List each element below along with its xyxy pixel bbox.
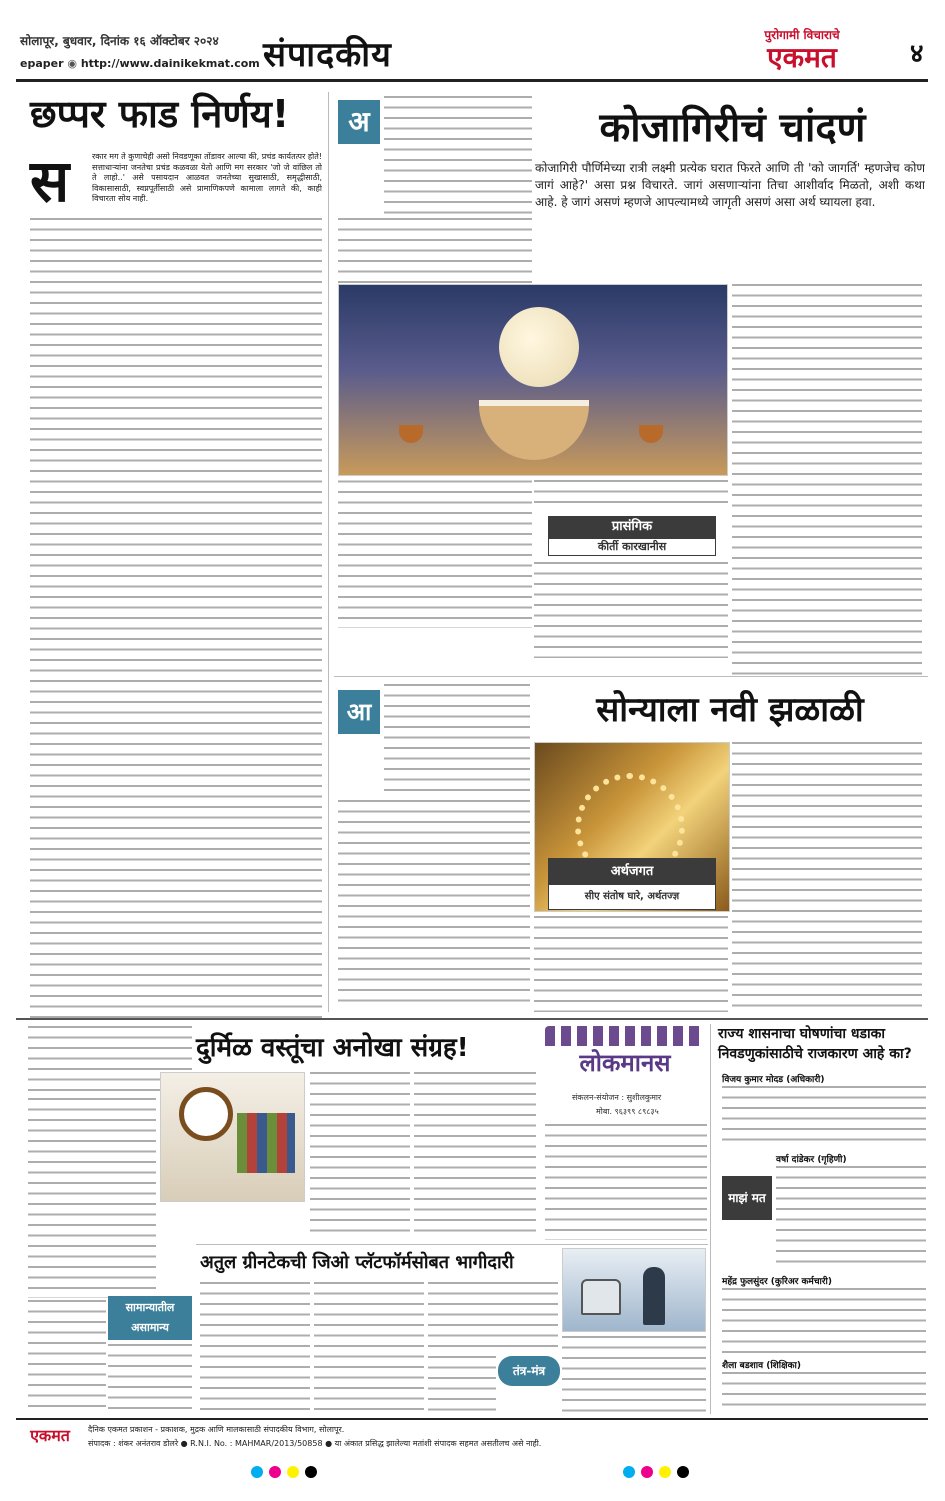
- gold-col3: [534, 916, 728, 1012]
- people-icon: [545, 1026, 705, 1046]
- reg-dot-black: [305, 1466, 317, 1478]
- samanya-antiques-photo: [160, 1072, 305, 1202]
- moon-shape: [499, 307, 579, 387]
- tech-vehicles-photo: [562, 1248, 706, 1332]
- brand-name: एकमत: [767, 41, 837, 74]
- gold-col1-top: [384, 684, 530, 796]
- samanya-col1c: [108, 1344, 192, 1410]
- kojagiri-col2: [534, 480, 728, 510]
- footer-logo: [20, 1424, 80, 1446]
- tech-col3b: [428, 1356, 496, 1412]
- samanya-col1: [28, 1098, 156, 1298]
- dateline: सोलापूर, बुधवार, दिनांक १६ ऑक्टोबर २०२४: [20, 34, 219, 48]
- website-link[interactable]: http://www.dainikekmat.com: [80, 57, 260, 70]
- footer-rule: [16, 1418, 928, 1420]
- lokmanas-mobile: मोबा. ९६३९९ ८९८३५: [596, 1107, 659, 1116]
- samanya-col2: [310, 1072, 410, 1240]
- samanya-badge: सामान्यातील असामान्य: [108, 1296, 192, 1340]
- clock-shape: [179, 1087, 233, 1141]
- masthead: [0, 0, 945, 80]
- samanya-col3: [414, 1072, 536, 1240]
- majhamat-entry-3-text: [722, 1288, 926, 1354]
- books-shape: [237, 1113, 295, 1173]
- section-title: संपादकीय: [263, 35, 392, 75]
- kojagiri-dropcap: अ: [338, 100, 380, 144]
- majhamat-entry-2: वर्षा दांडेकर (गृहिणी): [776, 1155, 847, 1165]
- tech-title: अतुल ग्रीनटेकची जिओ प्लॅटफॉर्मसोबत भागीदारी: [200, 1252, 514, 1273]
- samanya-col1b: [28, 1300, 106, 1410]
- majhamat-entry-3: महेंद्र फुलसुंदर (कुरिअर कर्मचारी): [722, 1277, 832, 1287]
- bowl-shape: [479, 400, 589, 460]
- reg-dot-cyan: [251, 1466, 263, 1478]
- lokmanas-logo: लोकमानस: [579, 1049, 671, 1077]
- majhamat-entry-4: शैला बडशाव (शिक्षिका): [722, 1361, 801, 1371]
- kojagiri-col1-top: [384, 96, 532, 214]
- samanya-title: दुर्मिळ वस्तूंचा अनोखा संग्रह!: [196, 1033, 469, 1063]
- reg-dot-black-2: [677, 1466, 689, 1478]
- reg-dot-yellow: [287, 1466, 299, 1478]
- kojagiri-column-badge: [548, 516, 716, 556]
- footer-brand: एकमत: [30, 1426, 70, 1445]
- kojagiri-column-label: प्रासंगिक: [611, 519, 653, 534]
- majhamat-entry-2-text: [776, 1166, 926, 1270]
- gold-title: सोन्याला नवी झळाळी: [596, 690, 864, 730]
- kojagiri-lead: कोजागिरी पौर्णिमेच्या रात्री लक्ष्मी प्रत्येक घरात फिरते आणि ती 'को जागर्ति' म्हणजेच कोण जागं आहे?' असा प्रश्न विचारते. जागं असणाऱ्यांना तिचा आशीर्वाद मिळतो, अशी कथा आहे. हे जागं असणं म्हणजे आपल्यामध्ये जागृती असणं असा अर्थ घ्यायला हवा.: [535, 161, 925, 209]
- masthead-rule: [16, 79, 928, 82]
- editorial-body: [30, 218, 322, 1018]
- brand-logo: [707, 26, 897, 76]
- section-divider-1: [334, 676, 928, 677]
- gold-column-badge: [548, 858, 716, 910]
- reg-dot-cyan-2: [623, 1466, 635, 1478]
- reg-dot-yellow-2: [659, 1466, 671, 1478]
- kojagiri-moon-photo: [338, 284, 728, 476]
- gold-column-label: अर्थजगत: [549, 859, 715, 885]
- editorial-title: छप्पर फाड निर्णय!: [30, 92, 290, 136]
- tech-col4: [562, 1336, 706, 1412]
- tech-badge: तंत्र-मंत्र: [498, 1356, 560, 1386]
- kojagiri-title: कोजागिरीचं चांदणं: [599, 105, 866, 151]
- tech-col1: [200, 1282, 310, 1412]
- gold-author: सीए संतोष घारे, अर्थतज्ज्ञ: [584, 891, 680, 902]
- footer-line-1: दैनिक एकमत प्रकाशन - प्रकाशक, मुद्रक आणि मालकासाठी संपादकीय विभाग, सोलापूर.: [88, 1425, 345, 1434]
- epaper-url[interactable]: [20, 57, 260, 70]
- gold-dropcap: आ: [338, 690, 380, 734]
- registration-marks: [120, 1466, 820, 1480]
- reg-dot-magenta: [269, 1466, 281, 1478]
- majhamat-entry-4-text: [722, 1372, 926, 1412]
- tech-top-rule: [196, 1244, 708, 1245]
- lamp-left: [399, 425, 423, 443]
- vehicle-shape: [581, 1279, 621, 1315]
- majhamat-entry-1: विजय कुमार मोदड (अधिकारी): [722, 1075, 825, 1085]
- lokmanas-col: [545, 1124, 707, 1240]
- tech-col2: [314, 1282, 424, 1412]
- kojagiri-col3: [534, 562, 728, 658]
- lokmanas-compiler: संकलन-संयोजन : सुशीलकुमार: [572, 1093, 662, 1102]
- tech-col3: [428, 1282, 558, 1354]
- brand-tagline: पुरोगामी विचाराचे: [764, 28, 840, 42]
- epaper-label: epaper: [20, 57, 64, 70]
- footer-line-2: संपादक : शंकर अनंतराव डोलरे ● R.N.I. No. : MAHMAR/2013/50858 ● या अंकात प्रसिद्ध झालेल्या मतांशी संपादक सहमत असतीलच असे नाही.: [88, 1439, 542, 1448]
- editorial-lead: रकार मग ते कुणाचेही असो निवडणूका तोंडावर आल्या की, प्रचंड कार्यतत्पर होते! सत्ताधाऱ्यांना जनतेचा प्रचंड कळवळा येतो आणि मग सरकार 'जो जे वांछिल तो ते लाहो..' असे पसायदान आळवत जनतेच्या सुखासाठी, समृद्धीसाठी, विकासासाठी, स्वप्नपूर्तीसाठी असे प्रामाणिकपणे कामाला लागते की, काही विचारता सोय नाही.: [92, 152, 322, 203]
- kojagiri-author: कीर्ती कारखानीस: [548, 538, 716, 556]
- kojagiri-col2-top: [732, 284, 922, 679]
- person-shape: [643, 1267, 665, 1325]
- majhamat-title: राज्य शासनाचा घोषणांचा धडाका निवडणुकांसाठीचे राजकारण आहे का?: [718, 1026, 912, 1062]
- majhamat-entry-1-text: [722, 1086, 926, 1148]
- gold-col1: [338, 800, 530, 1010]
- gold-col4: [732, 742, 922, 1012]
- lokmanas-divider: [710, 1024, 711, 1414]
- lamp-right: [639, 425, 663, 443]
- section-divider-2: [16, 1018, 928, 1020]
- lokmanas-logo-block: [545, 1026, 705, 1082]
- majhamat-badge: माझं मत: [722, 1176, 772, 1220]
- reg-dot-magenta-2: [641, 1466, 653, 1478]
- page-number: ४: [910, 39, 924, 69]
- globe-icon: ◉: [67, 57, 77, 70]
- column-divider: [328, 92, 329, 1012]
- editorial-dropcap: स: [30, 147, 70, 215]
